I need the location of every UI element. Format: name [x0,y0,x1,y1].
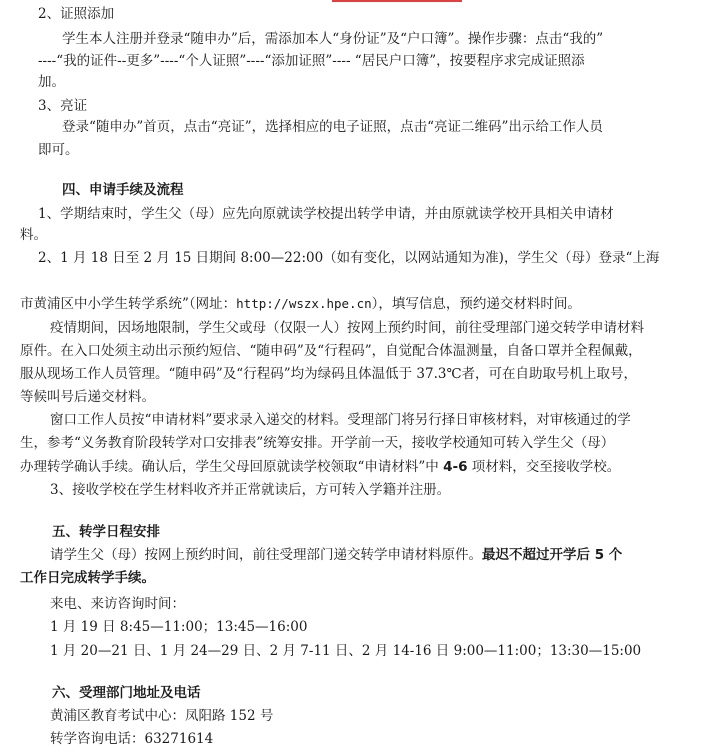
paragraph-line: 料。 [20,227,47,243]
heading-section-4: 四、申请手续及流程 [62,182,184,198]
schedule-line: 1 月 20—21 日、1 月 24—29 日、2 月 7-11 日、2 月 14-16 日 9:00—11:00；13:30—15:00 [50,643,642,659]
section-3-title: 3、亮证 [38,98,88,114]
bold-text-segment: 4-6 [443,459,468,475]
paragraph-line: 等候叫号后递交材料。 [20,389,155,405]
text-segment: 市黄浦区中小学生转学系统”（网址： [20,296,237,312]
paragraph-line: 加。 [38,74,65,90]
paragraph-line: 原件。在入口处须主动出示预约短信、“随申码”及“行程码”，自觉配合体温测量，自备口罩并全程佩戴， [20,343,642,359]
text-segment: 请学生父（母）按网上预约时间，前往受理部门递交转学申请材料原件。 [50,547,482,563]
paragraph-line: 即可。 [38,142,79,158]
heading-section-5: 五、转学日程安排 [52,524,160,540]
text-segment: ），填写信息，预约递交材料时间。 [371,296,581,312]
paragraph-line: 2、1 月 18 日至 2 月 15 日期间 8:00—22:00（如有变化，以网站通知为准)，学生父（母）登录“上海 [38,250,660,266]
paragraph-line: ----“我的证件--更多”----“个人证照”----“添加证照”---- “居民户口簿”，按要程序求完成证照添 [38,53,585,69]
section-2-title: 2、证照添加 [38,6,115,22]
paragraph-line: 疫情期间，因场地限制，学生父或母（仅限一人）按网上预约时间，前往受理部门递交转学申请材料 [50,320,644,336]
schedule-line: 1 月 19 日 8:45—11:00；13:45—16:00 [50,619,308,635]
address-line: 黄浦区教育考试中心：凤阳路 152 号 [50,708,274,724]
bold-paragraph-line: 工作日完成转学手续。 [20,570,155,586]
paragraph-line: 登录“随申办”首页，点击“亮证”，选择相应的电子证照，点击“亮证二维码”出示给工作人员 [62,119,603,135]
system-url-text: http://wszx.hpe.cn [236,296,372,311]
text-segment: 项材料，交至接收学校。 [467,459,621,475]
paragraph-line [20,457,620,477]
red-underline-mark [332,0,462,2]
paragraph-line: 学生本人注册并登录“随申办”后，需添加本人“身份证”及“户口簿”。操作步骤：点击“我的” [62,31,604,47]
paragraph-line: 生，参考“义务教育阶段转学对口安排表”统筹安排。开学前一天，接收学校通知可转入学生父（母） [20,435,615,451]
paragraph-line [50,545,622,565]
paragraph-line: 服从现场工作人员管理。“随申码”及“行程码”均为绿码且体温低于 37.3℃者，可在自助取号机上取号， [20,366,638,382]
heading-section-6: 六、受理部门地址及电话 [52,685,201,701]
paragraph-line: 3、接收学校在学生材料收齐并正常就读后，方可转入学籍并注册。 [50,482,451,498]
paragraph-line: 来电、来访咨询时间： [50,596,185,612]
bold-text-segment: 最迟不超过开学后 5 个 [482,547,623,563]
paragraph-line: 窗口工作人员按“申请材料”要求录入递交的材料。受理部门将另行择日审核材料，对审核通过的学 [50,412,631,428]
phone-line: 转学咨询电话：63271614 [50,731,214,747]
paragraph-line [20,294,581,314]
paragraph-line: 1、学期结束时，学生父（母）应先向原就读学校提出转学申请，并由原就读学校开具相关申请材 [38,206,614,222]
text-segment: 办理转学确认手续。确认后，学生父母回原就读学校领取“申请材料”中 [20,459,444,475]
